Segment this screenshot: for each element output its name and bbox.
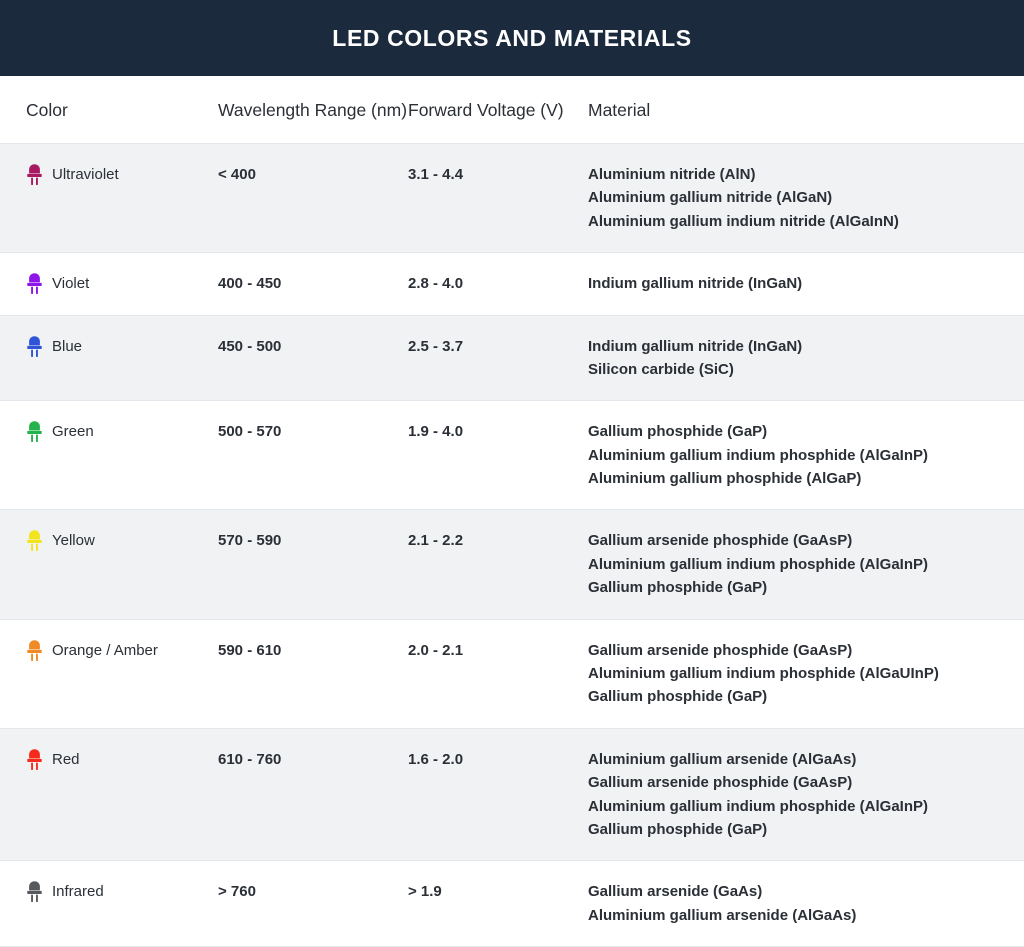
material-line: Aluminium gallium indium phosphide (AlGaInP) (588, 555, 928, 573)
table-row (0, 401, 1024, 510)
led-icon-infrared (26, 881, 43, 903)
cell-voltage: 3.1 - 4.4 (408, 165, 464, 183)
cell-color (26, 272, 218, 296)
cell-material (588, 420, 1024, 490)
led-icon-red (26, 749, 43, 771)
title-bar (0, 0, 1024, 76)
cell-color (26, 529, 218, 553)
cell-material (588, 335, 1024, 382)
cell-voltage: 2.5 - 3.7 (408, 337, 464, 355)
cell-color (26, 748, 218, 772)
material-line: Gallium arsenide (GaAs) (588, 883, 763, 901)
led-icon-orange (26, 640, 43, 662)
table-row (0, 620, 1024, 729)
material-line: Aluminium gallium indium nitride (AlGaInN) (588, 212, 899, 230)
cell-wavelength: 570 - 590 (218, 532, 282, 550)
material-line: Gallium arsenide phosphide (GaAsP) (588, 532, 853, 550)
cell-wavelength: 590 - 610 (218, 641, 282, 659)
material-line: Indium gallium nitride (InGaN) (588, 275, 803, 293)
cell-color (26, 335, 218, 359)
cell-wavelength: 450 - 500 (218, 337, 282, 355)
cell-voltage: 1.6 - 2.0 (408, 750, 464, 768)
table-row (0, 253, 1024, 316)
color-label: Orange / Amber (52, 641, 158, 659)
table-body (0, 144, 1024, 947)
column-header-material: Material (588, 100, 651, 120)
page-title: LED COLORS AND MATERIALS (332, 24, 692, 51)
color-label: Red (52, 750, 80, 768)
color-label: Ultraviolet (52, 165, 119, 183)
column-header-wavelength: Wavelength Range (nm) (218, 100, 408, 120)
material-line: Aluminium gallium arsenide (AlGaAs) (588, 906, 857, 924)
cell-voltage: 2.8 - 4.0 (408, 275, 464, 293)
material-line: Gallium phosphide (GaP) (588, 579, 768, 597)
color-label: Violet (52, 275, 90, 293)
column-header-voltage: Forward Voltage (V) (408, 100, 564, 120)
color-label: Yellow (52, 532, 95, 550)
cell-material (588, 163, 1024, 233)
cell-material (588, 272, 1024, 295)
material-line: Aluminium gallium arsenide (AlGaAs) (588, 750, 857, 768)
cell-voltage: 1.9 - 4.0 (408, 423, 464, 441)
cell-voltage: 2.1 - 2.2 (408, 532, 464, 550)
color-label: Green (52, 423, 94, 441)
led-icon-yellow (26, 530, 43, 552)
led-icon-blue (26, 336, 43, 358)
table-header-row (0, 76, 1024, 144)
material-line: Silicon carbide (SiC) (588, 360, 734, 378)
led-icon-violet (26, 273, 43, 295)
table-row (0, 510, 1024, 619)
cell-material (588, 529, 1024, 599)
material-line: Indium gallium nitride (InGaN) (588, 337, 803, 355)
material-line: Aluminium gallium indium phosphide (AlGaUInP) (588, 665, 939, 683)
cell-wavelength: 610 - 760 (218, 750, 282, 768)
table-row (0, 144, 1024, 253)
material-line: Gallium arsenide phosphide (GaAsP) (588, 641, 853, 659)
column-header-color: Color (26, 100, 68, 120)
cell-wavelength: < 400 (218, 165, 256, 183)
cell-color (26, 163, 218, 187)
material-line: Aluminium gallium indium phosphide (AlGaInP) (588, 797, 928, 815)
led-icon-green (26, 421, 43, 443)
cell-voltage: > 1.9 (408, 883, 442, 901)
material-line: Gallium arsenide phosphide (GaAsP) (588, 774, 853, 792)
material-line: Aluminium gallium phosphide (AlGaP) (588, 470, 862, 488)
cell-color (26, 639, 218, 663)
cell-material (588, 880, 1024, 927)
cell-wavelength: 500 - 570 (218, 423, 282, 441)
cell-color (26, 880, 218, 904)
cell-voltage: 2.0 - 2.1 (408, 641, 464, 659)
material-line: Aluminium gallium indium phosphide (AlGaInP) (588, 446, 928, 464)
cell-wavelength: > 760 (218, 883, 256, 901)
led-icon-ultraviolet (26, 164, 43, 186)
material-line: Aluminium nitride (AlN) (588, 165, 756, 183)
cell-material (588, 748, 1024, 842)
material-line: Gallium phosphide (GaP) (588, 423, 768, 441)
cell-material (588, 639, 1024, 709)
table-row (0, 861, 1024, 947)
material-line: Aluminium gallium nitride (AlGaN) (588, 189, 833, 207)
cell-wavelength: 400 - 450 (218, 275, 282, 293)
material-line: Gallium phosphide (GaP) (588, 688, 768, 706)
color-label: Infrared (52, 883, 104, 901)
cell-color (26, 420, 218, 444)
color-label: Blue (52, 337, 83, 355)
table-row (0, 729, 1024, 862)
table-row (0, 316, 1024, 402)
material-line: Gallium phosphide (GaP) (588, 820, 768, 838)
